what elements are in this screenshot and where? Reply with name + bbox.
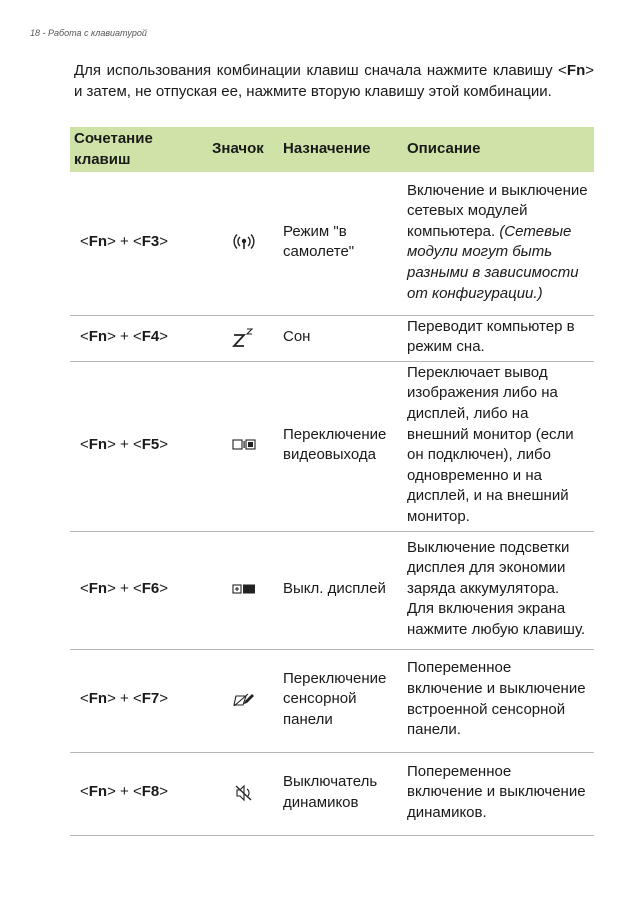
description-cell: Выключение подсветки дисплея для экономии заряда аккумулятора. Для включения экрана нажмите любую клавишу. (403, 531, 594, 649)
combo-bracket: < (80, 435, 89, 453)
combo-bracket: < (80, 690, 89, 708)
intro-text-1: Для использования комбинации клавиш сначала нажмите клавишу < (74, 62, 567, 79)
intro-paragraph (74, 60, 594, 102)
speaker-mute-icon (208, 752, 279, 835)
purpose-cell: Сон (279, 315, 403, 361)
combo-bracket: < (80, 327, 89, 345)
combo-bracket: > (159, 435, 168, 453)
combo-bracket: < (80, 579, 89, 597)
intro-text-2: > и затем, не отпуская ее, нажмите вторую клавишу этой комбинации. (74, 62, 594, 100)
combo-key: F6 (141, 579, 160, 597)
combo-fn: Fn (88, 327, 108, 345)
description-cell: Переключает вывод изображения либо на дисплей, либо на внешний монитор (если он подключен), либо одновременно и на дисплей, и на внешний монитор. (403, 361, 594, 531)
combo-bracket: > (159, 233, 168, 251)
combo-cell (70, 531, 208, 649)
touchpad-toggle-icon (208, 649, 279, 752)
display-off-icon (208, 531, 279, 649)
table-row (70, 315, 594, 361)
combo-cell (70, 361, 208, 531)
description-cell: Попеременное включение и выключение динамиков. (403, 752, 594, 835)
combo-fn: Fn (88, 233, 108, 251)
purpose-cell: Переключение сенсорной панели (279, 649, 403, 752)
purpose-cell: Выкл. дисплей (279, 531, 403, 649)
combo-key: F7 (141, 690, 160, 708)
combo-key: F5 (141, 435, 160, 453)
combo-plus: > + < (107, 690, 142, 708)
combo-cell (70, 649, 208, 752)
table-row (70, 172, 594, 315)
combo-cell (70, 752, 208, 835)
combo-fn: Fn (88, 690, 108, 708)
header-icon: Значок (212, 140, 264, 158)
combo-plus: > + < (107, 435, 142, 453)
hotkey-table (70, 127, 594, 836)
description-note: (Сетевые модули могут быть разными в зависимости от конфигурации.) (407, 222, 579, 302)
header-purpose: Назначение (283, 140, 371, 158)
combo-bracket: < (80, 233, 89, 251)
combo-bracket: < (80, 783, 89, 801)
intro-key: Fn (566, 62, 586, 79)
combo-plus: > + < (107, 783, 142, 801)
table-row (70, 361, 594, 531)
combo-key: F3 (141, 233, 160, 251)
purpose-cell: Переключение видеовыхода (279, 361, 403, 531)
combo-fn: Fn (88, 579, 108, 597)
purpose-cell: Режим "в самолете" (279, 172, 403, 315)
combo-key: F4 (141, 327, 160, 345)
combo-plus: > + < (107, 327, 142, 345)
combo-bracket: > (159, 783, 168, 801)
combo-cell (70, 315, 208, 361)
combo-cell (70, 172, 208, 315)
description-cell: Попеременное включение и выключение встроенной сенсорной панели. (403, 649, 594, 752)
sleep-icon (208, 315, 279, 361)
page-header: 18 - Работа с клавиатурой (30, 28, 147, 38)
header-description: Описание (407, 140, 481, 158)
combo-bracket: > (159, 579, 168, 597)
combo-key: F8 (141, 783, 160, 801)
table-header-row (70, 127, 594, 172)
display-switch-icon (208, 361, 279, 531)
combo-plus: > + < (107, 579, 142, 597)
combo-fn: Fn (88, 783, 108, 801)
combo-plus: > + < (107, 233, 142, 251)
purpose-cell: Выключатель динамиков (279, 752, 403, 835)
table-row (70, 649, 594, 752)
table-row (70, 752, 594, 835)
header-combo: Сочетание клавиш (74, 130, 153, 168)
combo-bracket: > (159, 327, 168, 345)
description-cell: Переводит компьютер в режим сна. (403, 315, 594, 361)
combo-bracket: > (159, 690, 168, 708)
combo-fn: Fn (88, 435, 108, 453)
description-cell (403, 172, 594, 315)
description-text: Включение и выключение сетевых модулей компьютера. (407, 181, 588, 240)
airplane-mode-icon (208, 172, 279, 315)
table-row (70, 531, 594, 649)
